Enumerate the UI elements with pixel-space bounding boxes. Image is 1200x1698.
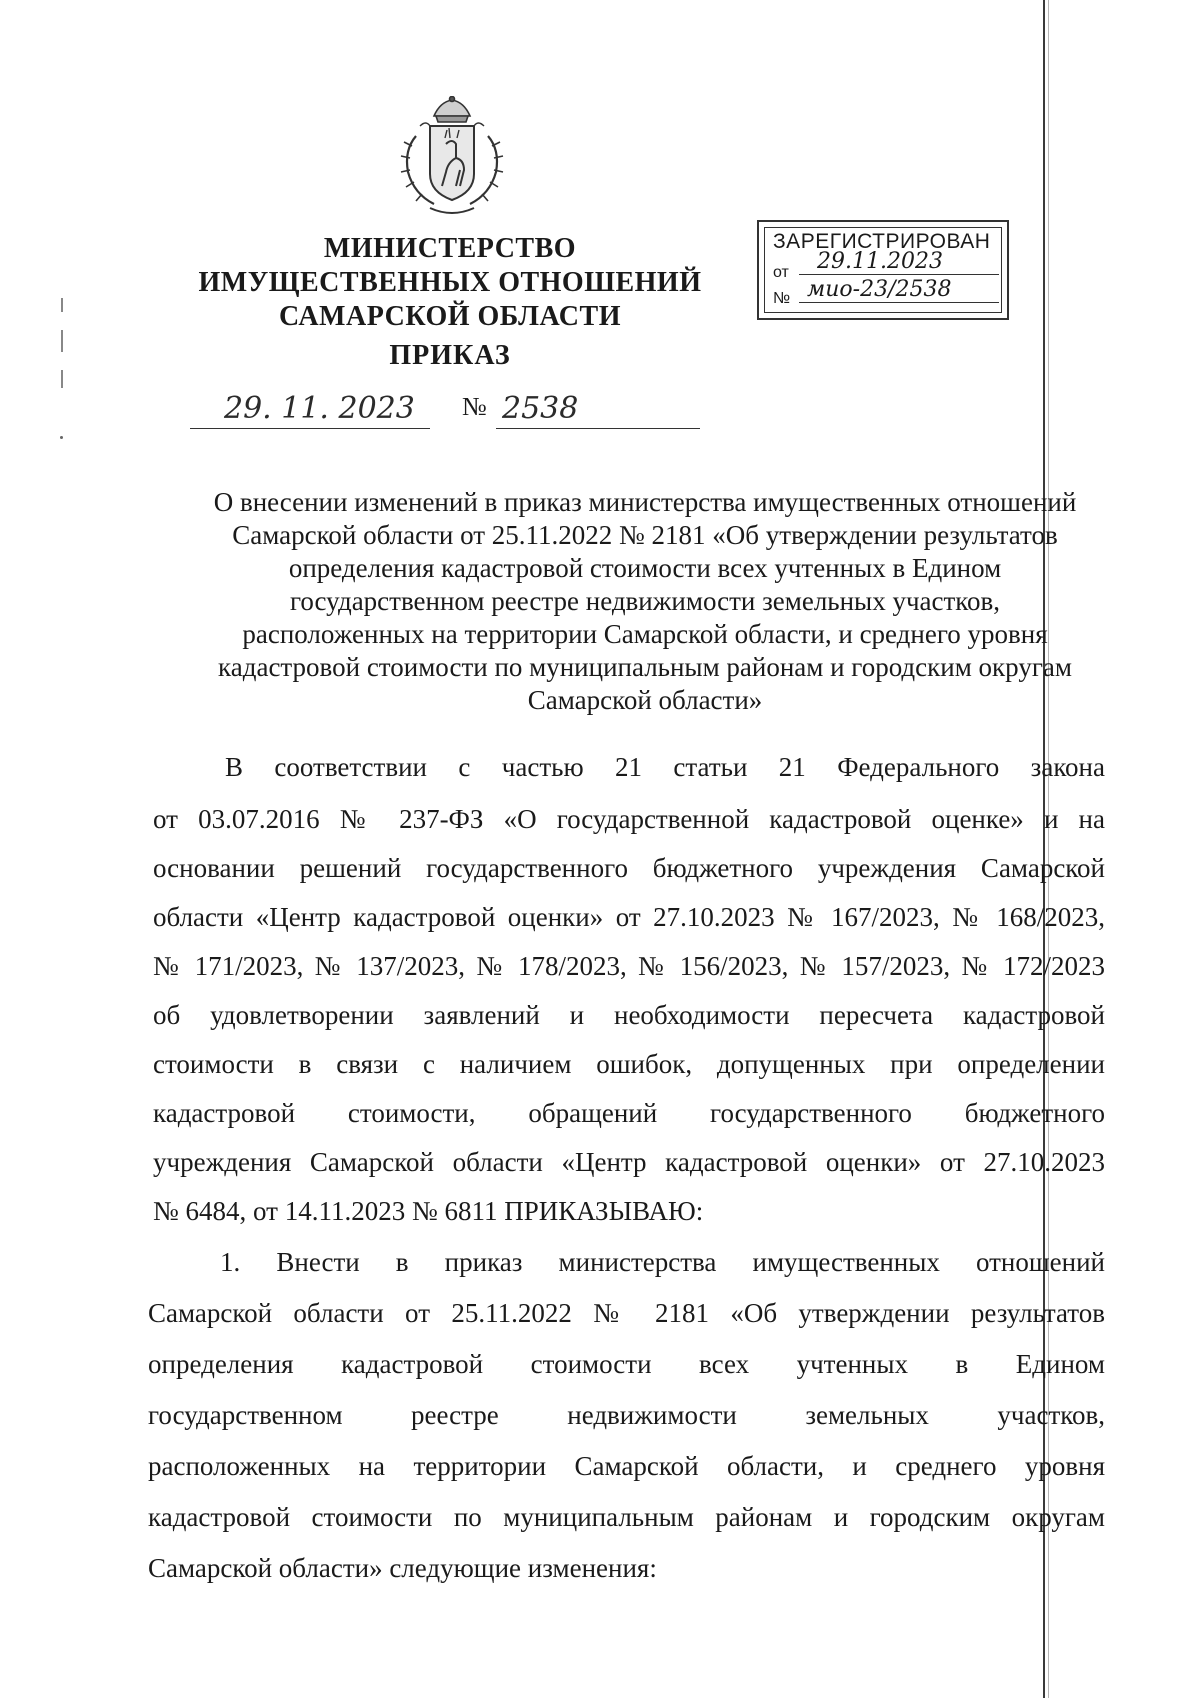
registration-stamp: [757, 220, 1009, 320]
body-line: Самарской области» следующие изменения:: [148, 1553, 657, 1583]
body-line: кадастровой стоимости по муниципальным районам и городским округам: [148, 1502, 1105, 1532]
body-line: 1. Внести в приказ министерства имущественных отношений: [220, 1247, 1105, 1277]
subject-line: Самарской области»: [527, 685, 763, 715]
order-subject: [170, 486, 1120, 717]
subject-line: О внесении изменений в приказ министерства имущественных отношений: [213, 487, 1077, 517]
body-line: Самарской области от 25.11.2022 № 2181 «Об утверждении результатов: [148, 1298, 1105, 1328]
document-type: ПРИКАЗ: [389, 340, 511, 371]
body-line: № 171/2023, № 137/2023, № 178/2023, № 156/2023, № 157/2023, № 172/2023: [153, 951, 1105, 981]
body-line: от 03.07.2016 № 237-ФЗ «О государственной кадастровой оценке» и на: [153, 804, 1105, 834]
stamp-number-label: №: [773, 290, 791, 307]
body-line: расположенных на территории Самарской области, и среднего уровня: [148, 1451, 1105, 1481]
ministry-name-line: ИМУЩЕСТВЕННЫХ ОТНОШЕНИЙ: [198, 267, 702, 298]
body-line: основании решений государственного бюджетного учреждения Самарской: [153, 853, 1105, 883]
body-line: государственном реестре недвижимости земельных участков,: [148, 1400, 1105, 1430]
subject-line: кадастровой стоимости по муниципальным районам и городским округам: [218, 652, 1072, 682]
stamp-date-line: [799, 249, 999, 275]
body-line: В соответствии с частью 21 статьи 21 Федерального закона: [225, 752, 1105, 782]
stamp-title: ЗАРЕГИСТРИРОВАН: [773, 230, 991, 253]
fold-line: [1043, 0, 1045, 1698]
body-line: кадастровой стоимости, обращений государственного бюджетного: [153, 1098, 1105, 1128]
order-date-handwritten: 29. 11. 2023: [224, 391, 415, 426]
margin-mark: [61, 370, 63, 388]
stamp-number-line: [799, 277, 999, 303]
stamp-number-handwritten: мио-23/2538: [807, 277, 952, 302]
margin-mark: [61, 298, 63, 312]
subject-line: определения кадастровой стоимости всех учтенных в Едином: [288, 553, 1002, 583]
subject-line: расположенных на территории Самарской области, и среднего уровня: [242, 619, 1048, 649]
ministry-name-line: МИНИСТЕРСТВО: [323, 233, 577, 264]
body-line: № 6484, от 14.11.2023 № 6811 ПРИКАЗЫВАЮ:: [153, 1196, 704, 1226]
stamp-date-handwritten: 29.11.2023: [817, 249, 943, 274]
body-line: стоимости в связи с наличием ошибок, допущенных при определении: [153, 1049, 1105, 1079]
coat-of-arms-icon: [390, 96, 514, 222]
order-number-field: [496, 386, 700, 429]
fold-line-shadow: [1048, 0, 1049, 1698]
stamp-date-label: от: [773, 264, 789, 281]
body-line: области «Центр кадастровой оценки» от 27.10.2023 № 167/2023, № 168/2023,: [153, 902, 1105, 932]
subject-line: государственном реестре недвижимости земельных участков,: [289, 586, 1001, 616]
body-line: определения кадастровой стоимости всех учтенных в Едином: [148, 1349, 1105, 1379]
margin-dot: [60, 436, 63, 439]
body-line: об удовлетворении заявлений и необходимости пересчета кадастровой: [153, 1000, 1105, 1030]
subject-line: Самарской области от 25.11.2022 № 2181 «Об утверждении результатов: [232, 520, 1058, 550]
order-number-label: №: [462, 392, 487, 421]
body-line: учреждения Самарской области «Центр кадастровой оценки» от 27.10.2023: [153, 1147, 1105, 1177]
margin-mark: [61, 330, 63, 352]
order-date-field: [190, 386, 430, 429]
order-number-handwritten: 2538: [502, 391, 579, 426]
ministry-name: [170, 232, 730, 334]
ministry-name-line: САМАРСКОЙ ОБЛАСТИ: [279, 301, 621, 332]
